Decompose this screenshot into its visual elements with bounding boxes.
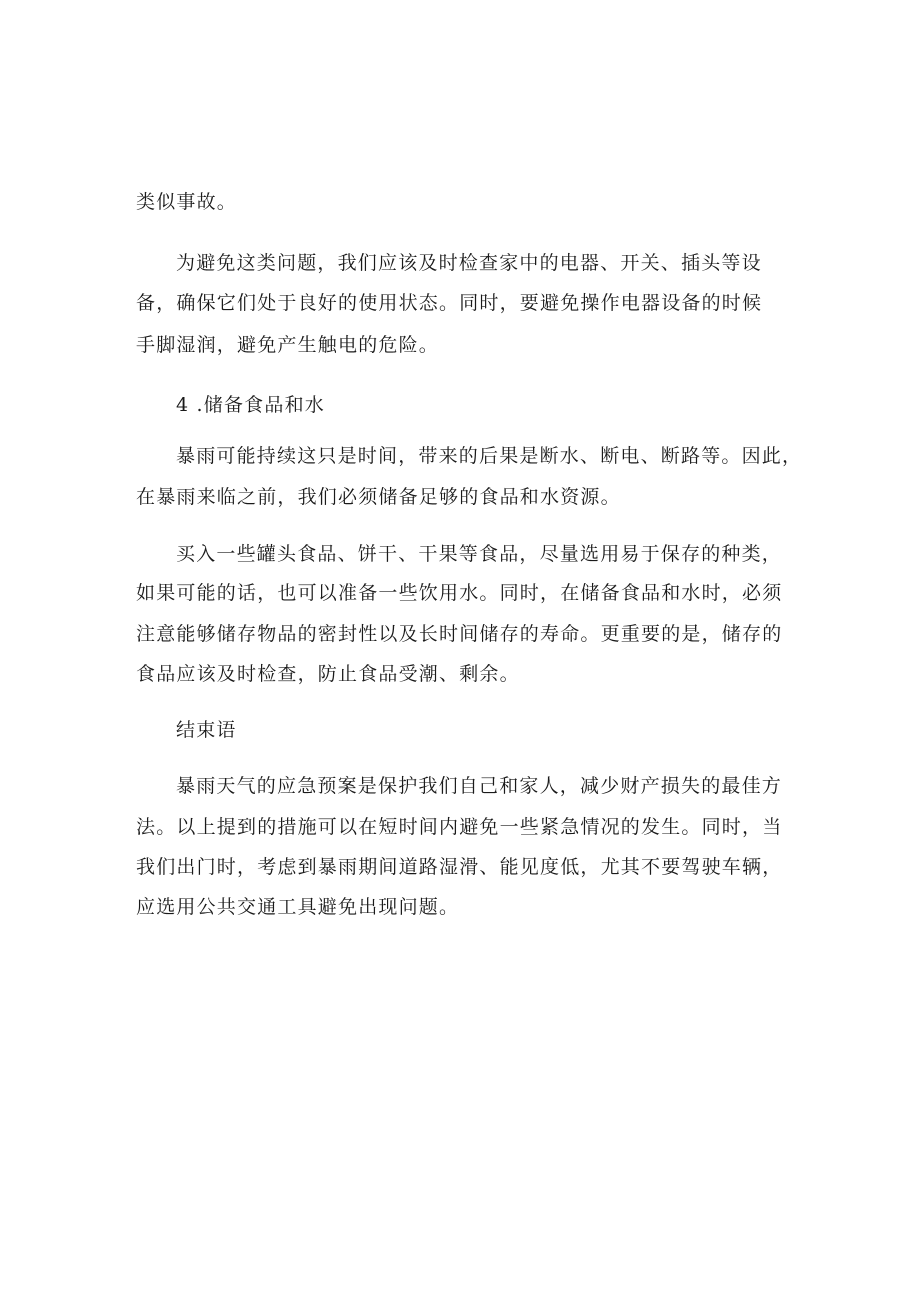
paragraph-line: 暴雨天气的应急预案是保护我们自己和家人，减少财产损失的最佳方 <box>176 775 783 797</box>
paragraph-line: 食品应该及时检查，防止食品受潮、剩余。 <box>136 663 520 685</box>
paragraph-line: 注意能够储存物品的密封性以及长时间储存的寿命。更重要的是，储存的 <box>136 623 783 645</box>
section-heading: 4 .储备食品和水 <box>176 394 325 416</box>
paragraph-line: 为避免这类问题，我们应该及时检查家中的电器、开关、插头等设 <box>176 252 762 274</box>
paragraph-line: 类似事故。 <box>136 191 238 213</box>
paragraph-line: 备，确保它们处于良好的使用状态。同时，要避免操作电器设备的时候 <box>136 292 763 314</box>
paragraph-line: 在暴雨来临之前，我们必须储备足够的食品和水资源。 <box>136 486 621 508</box>
paragraph-line: 买入一些罐头食品、饼干、干果等食品，尽量选用易于保存的种类， <box>176 543 783 565</box>
paragraph-line: 如果可能的话，也可以准备一些饮用水。同时，在储备食品和水时，必须 <box>136 582 783 604</box>
paragraph-line: 我们出门时，考虑到暴雨期间道路湿滑、能见度低，尤其不要驾驶车辆， <box>136 856 783 878</box>
paragraph-line: 暴雨可能持续这只是时间，带来的后果是断水、断电、断路等。因此， <box>176 445 803 467</box>
paragraph-line: 应选用公共交通工具避免出现问题。 <box>136 896 460 918</box>
paragraph-line: 法。以上提到的措施可以在短时间内避免一些紧急情况的发生。同时，当 <box>136 816 783 838</box>
section-heading: 结束语 <box>176 719 237 741</box>
paragraph-line: 手脚湿润，避免产生触电的危险。 <box>136 334 440 356</box>
